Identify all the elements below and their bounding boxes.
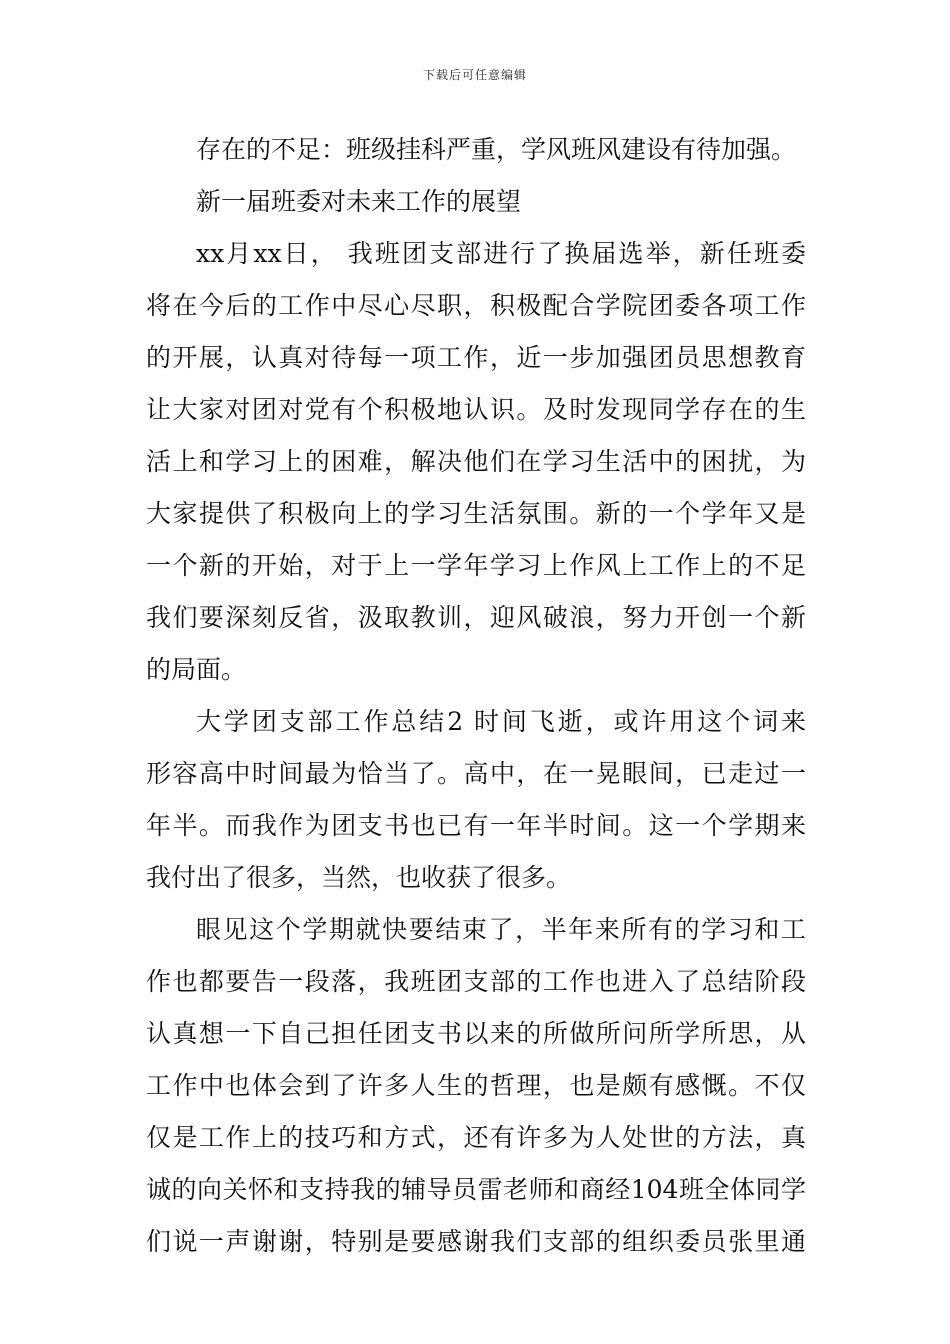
text-line: 们说一声谢谢，特别是要感谢我们支部的组织委员张里通 <box>146 1227 806 1256</box>
text-line: 认真想一下自己担任团支书以来的所做所问所学所思，从 <box>146 1019 806 1048</box>
document-body <box>146 124 806 1268</box>
text-line: 我们要深刻反省，汲取教训，迎风破浪，努力开创一个新 <box>146 603 806 632</box>
text-line: 年半。而我作为团支书也已有一年半时间。这一个学期来 <box>146 811 806 840</box>
page-header: 下载后可任意编辑 <box>422 68 527 82</box>
text-line: xx月xx日， 我班团支部进行了换届选举，新任班委 <box>196 239 806 268</box>
text-line: 作也都要告一段落，我班团支部的工作也进入了总结阶段 <box>146 967 806 996</box>
text-line: 眼见这个学期就快要结束了，半年来所有的学习和工 <box>196 915 806 944</box>
text-line: 工作中也体会到了许多人生的哲理，也是颇有感慨。不仅 <box>146 1071 806 1100</box>
text-line: 我付出了很多，当然，也收获了很多。 <box>146 863 572 892</box>
text-line: 新一届班委对未来工作的展望 <box>196 187 522 216</box>
text-line: 大学团支部工作总结2 时间飞逝，或许用这个词来 <box>196 707 806 736</box>
text-line: 一个新的开始，对于上一学年学习上作风上工作上的不足 <box>146 551 806 580</box>
text-line: 仅是工作上的技巧和方式，还有许多为人处世的方法，真 <box>146 1123 806 1152</box>
text-line: 让大家对团对党有个积极地认识。及时发现同学存在的生 <box>146 395 806 424</box>
text-line: 活上和学习上的困难，解决他们在学习生活中的困扰，为 <box>146 447 806 476</box>
text-line: 存在的不足：班级挂科严重，学风班风建设有待加强。 <box>196 135 797 164</box>
text-line: 诚的向关怀和支持我的辅导员雷老师和商经104班全体同学 <box>146 1175 806 1204</box>
text-line: 的开展，认真对待每一项工作，近一步加强团员思想教育 <box>146 343 806 372</box>
text-line: 形容高中时间最为恰当了。高中，在一晃眼间，已走过一 <box>146 759 806 788</box>
text-line: 将在今后的工作中尽心尽职，积极配合学院团委各项工作 <box>146 291 806 320</box>
text-line: 大家提供了积极向上的学习生活氛围。新的一个学年又是 <box>146 499 806 528</box>
text-line: 的局面。 <box>146 655 247 684</box>
